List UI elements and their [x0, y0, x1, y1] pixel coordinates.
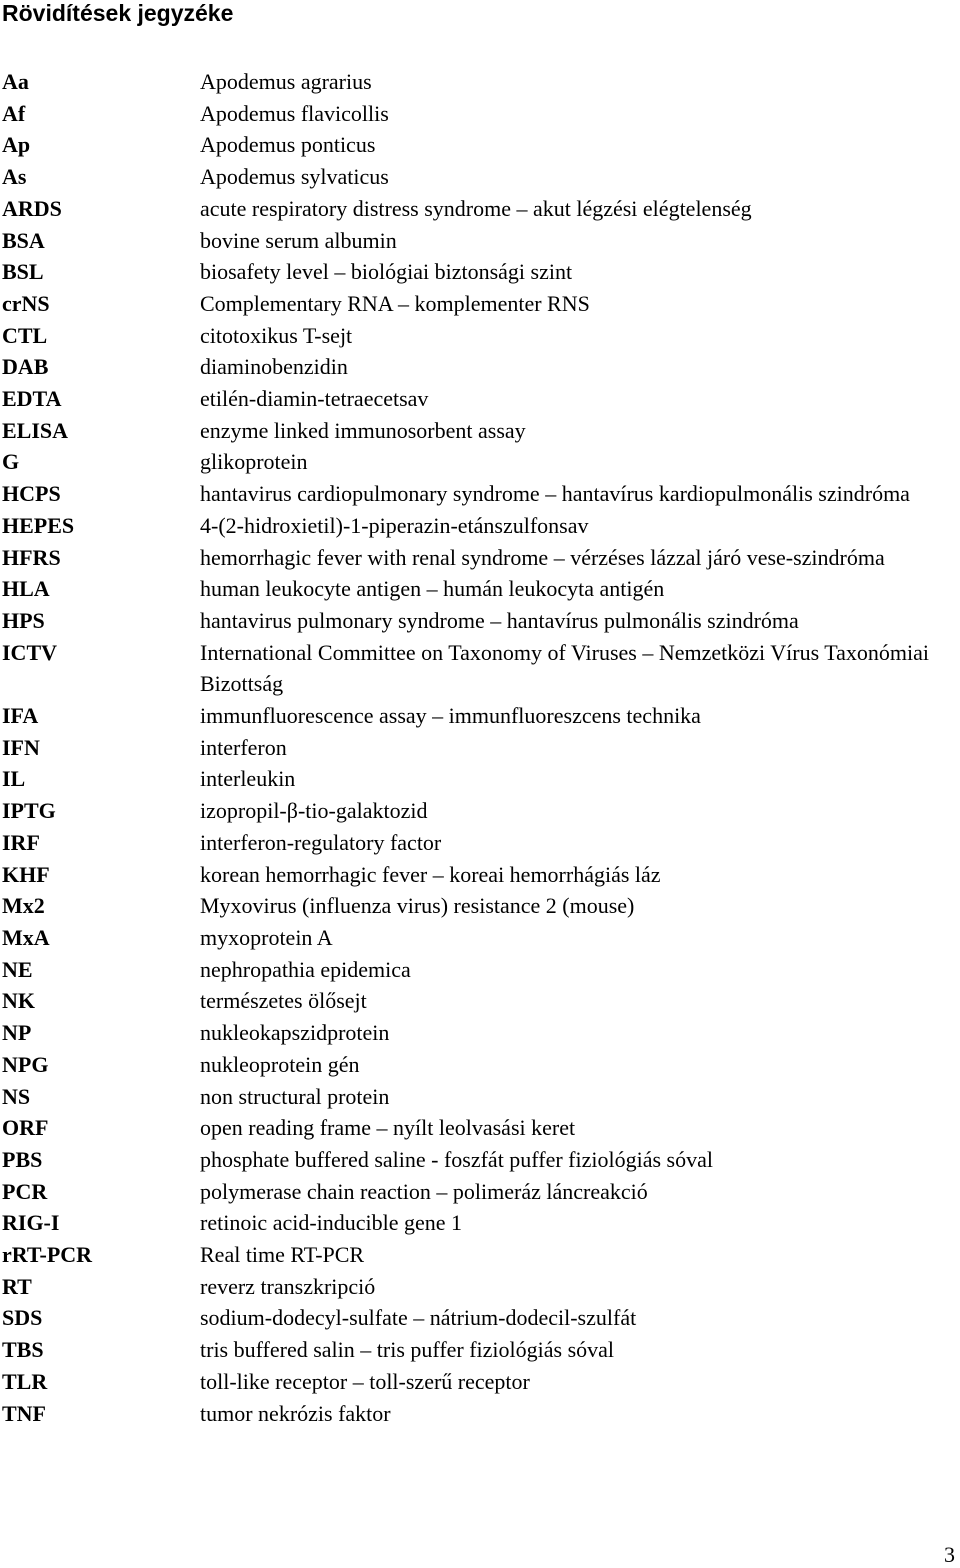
abbreviation-definition: természetes ölősejt	[200, 988, 367, 1014]
abbreviation-term: IL	[2, 766, 26, 792]
abbreviation-term: ICTV	[2, 639, 58, 665]
abbreviation-term: crNS	[2, 290, 50, 316]
abbreviation-definition: izopropil-β-tio-galaktozid	[200, 798, 428, 824]
abbreviation-term: HLA	[2, 576, 50, 602]
abbreviation-term: KHF	[2, 861, 50, 887]
abbreviation-entry	[0, 510, 960, 542]
abbreviation-definition: Myxovirus (influenza virus) resistance 2 (mouse)	[200, 893, 635, 919]
abbreviation-definition: biosafety level – biológiai biztonsági szint	[200, 259, 573, 285]
abbreviation-term: HCPS	[2, 481, 61, 507]
abbreviation-term: TLR	[2, 1368, 48, 1394]
abbreviation-term: HEPES	[2, 512, 75, 538]
abbreviation-definition: interferon-regulatory factor	[200, 829, 442, 855]
abbreviation-entry	[0, 1049, 960, 1081]
abbreviation-entry	[0, 288, 960, 320]
abbreviation-term: As	[2, 164, 27, 190]
abbreviation-definition: myxoprotein A	[200, 924, 333, 950]
abbreviation-entry	[0, 1271, 960, 1303]
abbreviation-definition: interleukin	[200, 766, 296, 792]
abbreviation-definition: nukleoprotein gén	[200, 1051, 360, 1077]
abbreviation-term: IPTG	[2, 798, 56, 824]
abbreviation-entry	[0, 1017, 960, 1049]
abbreviation-entry	[0, 383, 960, 415]
abbreviation-term: NK	[2, 988, 35, 1014]
abbreviation-definition: Apodemus agrarius	[200, 69, 372, 94]
abbreviation-definition: polymerase chain reaction – polimeráz láncreakció	[200, 1178, 648, 1204]
abbreviation-term: HFRS	[2, 544, 61, 570]
abbreviation-term: BSL	[2, 259, 44, 285]
abbreviation-term: rRT-PCR	[2, 1242, 93, 1268]
abbreviation-term: ORF	[2, 1115, 49, 1141]
abbreviation-definition: human leukocyte antigen – humán leukocyta antigén	[200, 576, 665, 602]
abbreviation-term: TBS	[2, 1337, 44, 1363]
abbreviation-entry	[0, 985, 960, 1017]
abbreviation-entry	[0, 446, 960, 478]
abbreviation-term: NS	[2, 1083, 31, 1109]
abbreviation-definition: retinoic acid-inducible gene 1	[200, 1210, 463, 1236]
abbreviation-entry	[0, 161, 960, 193]
abbreviation-term: Mx2	[2, 893, 45, 919]
abbreviation-term: RT	[2, 1273, 32, 1299]
abbreviation-term: PBS	[2, 1146, 43, 1172]
abbreviation-entry	[0, 573, 960, 605]
abbreviation-entry	[0, 1112, 960, 1144]
abbreviation-entry	[0, 193, 960, 225]
abbreviation-entry	[0, 954, 960, 986]
abbreviation-definition: Complementary RNA – komplementer RNS	[200, 290, 590, 316]
abbreviation-definition: phosphate buffered saline - foszfát puffer fiziológiás sóval	[200, 1146, 713, 1172]
abbreviation-term: DAB	[2, 354, 49, 380]
abbreviation-entry	[0, 859, 960, 891]
abbreviation-definition: open reading frame – nyílt leolvasási keret	[200, 1115, 576, 1141]
abbreviation-definition: nukleokapszidprotein	[200, 1020, 390, 1046]
abbreviation-definition: hantavirus pulmonary syndrome – hantavírus pulmonális szindróma	[200, 607, 799, 633]
abbreviation-entry	[0, 225, 960, 257]
abbreviation-definition: nephropathia epidemica	[200, 956, 411, 982]
abbreviation-term: EDTA	[2, 386, 62, 412]
abbreviation-term: IFN	[2, 734, 40, 760]
abbreviation-entry	[0, 700, 960, 732]
abbreviation-list	[0, 66, 960, 1429]
abbreviation-term: RIG-I	[2, 1210, 60, 1236]
abbreviation-entry	[0, 1207, 960, 1239]
abbreviation-definition: korean hemorrhagic fever – koreai hemorrhágiás láz	[200, 861, 661, 887]
abbreviation-entry	[0, 605, 960, 637]
abbreviation-entry	[0, 1144, 960, 1176]
abbreviation-definition: Apodemus sylvaticus	[200, 164, 389, 190]
abbreviation-definition: etilén-diamin-tetraecetsav	[200, 386, 429, 412]
abbreviation-term: HPS	[2, 607, 45, 633]
abbreviation-definition: tris buffered salin – tris puffer fiziológiás sóval	[200, 1337, 615, 1363]
abbreviation-entry	[0, 890, 960, 922]
abbreviation-entry	[0, 478, 960, 510]
abbreviation-entry	[0, 1398, 960, 1430]
abbreviation-entry	[0, 732, 960, 764]
abbreviation-definition: toll-like receptor – toll-szerű receptor	[200, 1368, 530, 1394]
abbreviation-definition: enzyme linked immunosorbent assay	[200, 417, 526, 443]
abbreviation-entry	[0, 1366, 960, 1398]
abbreviation-entry	[0, 1302, 960, 1334]
abbreviation-term: ELISA	[2, 417, 69, 443]
abbreviation-definition: International Committee on Taxonomy of Viruses – Nemzetközi Vírus Taxonómiai Bizottság	[200, 639, 930, 697]
abbreviation-entry	[0, 1334, 960, 1366]
abbreviation-term: TNF	[2, 1400, 46, 1426]
abbreviation-entry	[0, 763, 960, 795]
abbreviation-term: IRF	[2, 829, 40, 855]
abbreviation-term: SDS	[2, 1305, 43, 1331]
abbreviation-entry	[0, 1239, 960, 1271]
abbreviation-definition: Apodemus ponticus	[200, 132, 376, 158]
abbreviation-term: NP	[2, 1020, 32, 1046]
abbreviation-entry	[0, 637, 960, 700]
abbreviation-definition: 4-(2-hidroxietil)-1-piperazin-etánszulfonsav	[200, 512, 589, 538]
abbreviation-definition: Real time RT-PCR	[200, 1242, 365, 1268]
abbreviation-term: ARDS	[2, 195, 62, 221]
abbreviation-entry	[0, 66, 960, 98]
abbreviation-definition: diaminobenzidin	[200, 354, 348, 380]
abbreviation-definition: glikoprotein	[200, 449, 308, 475]
abbreviation-definition: citotoxikus T-sejt	[200, 322, 353, 348]
page-title: Rövidítések jegyzéke	[2, 0, 234, 26]
abbreviation-definition: immunfluorescence assay – immunfluoreszcens technika	[200, 703, 701, 729]
abbreviation-definition: bovine serum albumin	[200, 227, 397, 253]
abbreviation-entry	[0, 256, 960, 288]
abbreviation-entry	[0, 827, 960, 859]
abbreviation-definition: interferon	[200, 734, 287, 760]
abbreviation-definition: non structural protein	[200, 1083, 390, 1109]
abbreviation-term: CTL	[2, 322, 48, 348]
abbreviation-entry	[0, 922, 960, 954]
abbreviation-term: NE	[2, 956, 33, 982]
abbreviation-definition: Apodemus flavicollis	[200, 100, 389, 126]
abbreviation-term: IFA	[2, 703, 39, 729]
abbreviation-term: NPG	[2, 1051, 49, 1077]
abbreviation-term: BSA	[2, 227, 45, 253]
page-number: 3	[944, 1542, 955, 1567]
abbreviation-definition: hantavirus cardiopulmonary syndrome – hantavírus kardiopulmonális szindróma	[200, 481, 910, 507]
abbreviation-term: MxA	[2, 924, 50, 950]
abbreviation-definition: sodium-dodecyl-sulfate – nátrium-dodecil-szulfát	[200, 1305, 637, 1331]
abbreviation-term: Ap	[2, 132, 31, 158]
abbreviation-definition: tumor nekrózis faktor	[200, 1400, 391, 1426]
abbreviation-term: Aa	[2, 69, 29, 94]
abbreviation-entry	[0, 542, 960, 574]
abbreviation-term: PCR	[2, 1178, 48, 1204]
abbreviation-definition: hemorrhagic fever with renal syndrome – vérzéses lázzal járó vese-szindróma	[200, 544, 885, 570]
abbreviation-term: Af	[2, 100, 26, 126]
abbreviation-entry	[0, 98, 960, 130]
abbreviation-term: G	[2, 449, 20, 475]
abbreviation-entry	[0, 129, 960, 161]
abbreviation-entry	[0, 1081, 960, 1113]
abbreviation-definition: reverz transzkripció	[200, 1273, 376, 1299]
abbreviation-entry	[0, 351, 960, 383]
abbreviation-entry	[0, 795, 960, 827]
abbreviation-entry	[0, 1176, 960, 1208]
abbreviation-entry	[0, 320, 960, 352]
abbreviation-definition: acute respiratory distress syndrome – akut légzési elégtelenség	[200, 195, 752, 221]
abbreviation-entry	[0, 415, 960, 447]
